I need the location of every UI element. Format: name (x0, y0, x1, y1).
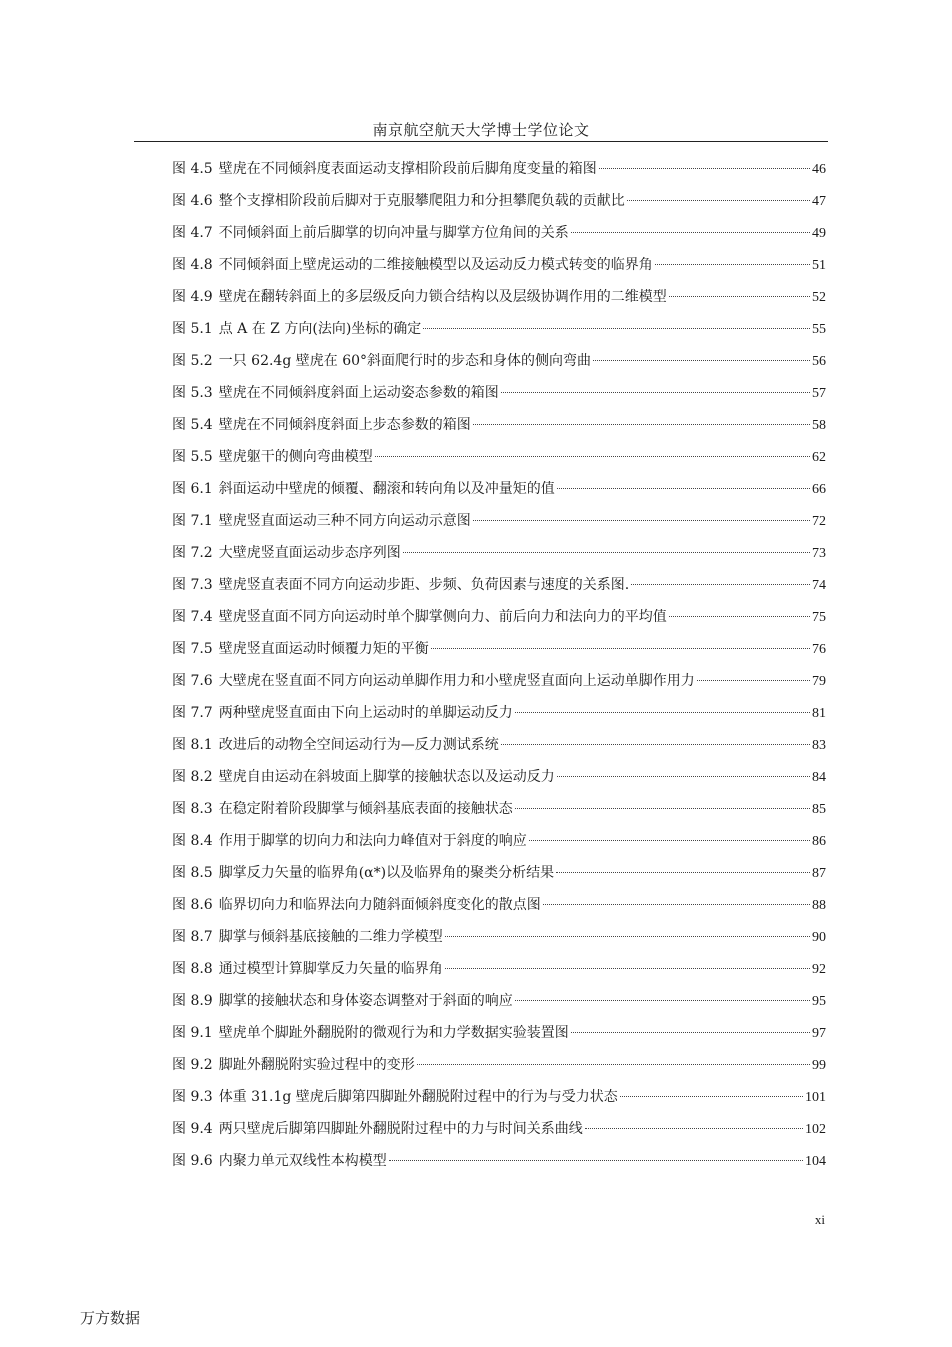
toc-entry[interactable] (172, 893, 826, 925)
dot-leader (585, 1128, 803, 1129)
page-reference: 62 (812, 450, 826, 465)
toc-entry[interactable] (172, 1149, 826, 1181)
figure-number: 图 8.8 (172, 961, 213, 977)
dot-leader (445, 936, 810, 937)
figure-title: 壁虎竖直面运动三种不同方向运动示意图 (218, 513, 471, 529)
figure-number: 图 4.7 (172, 225, 213, 241)
toc-entry[interactable] (172, 1021, 826, 1053)
figure-number: 图 8.4 (172, 833, 213, 849)
page-reference: 56 (812, 354, 826, 369)
dot-leader (501, 392, 810, 393)
toc-entry[interactable] (172, 637, 826, 669)
figure-number: 图 9.4 (172, 1121, 213, 1137)
toc-entry[interactable] (172, 989, 826, 1021)
dot-leader (515, 1000, 810, 1001)
page-reference: 75 (812, 610, 826, 625)
figure-number: 图 5.4 (172, 417, 213, 433)
toc-entry[interactable] (172, 605, 826, 637)
toc-entry[interactable] (172, 669, 826, 701)
toc-entry[interactable] (172, 925, 826, 957)
dot-leader (620, 1096, 803, 1097)
figure-number: 图 8.6 (172, 897, 213, 913)
figure-title: 壁虎在不同倾斜度表面运动支撑相阶段前后脚角度变量的箱图 (218, 161, 597, 177)
dot-leader (417, 1064, 810, 1065)
figure-title: 不同倾斜面上前后脚掌的切向冲量与脚掌方位角间的关系 (218, 225, 569, 241)
page-reference: 72 (812, 514, 826, 529)
page-reference: 55 (812, 322, 826, 337)
figure-number: 图 4.9 (172, 289, 213, 305)
toc-entry[interactable] (172, 701, 826, 733)
figure-title: 壁虎单个脚趾外翻脱附的微观行为和力学数据实验装置图 (218, 1025, 569, 1041)
figure-number: 图 9.6 (172, 1153, 213, 1169)
page-reference: 88 (812, 898, 826, 913)
toc-entry[interactable] (172, 317, 826, 349)
dot-leader (515, 808, 810, 809)
figure-number: 图 7.3 (172, 577, 213, 593)
figure-number: 图 7.2 (172, 545, 213, 561)
figure-title: 体重 31.1g 壁虎后脚第四脚趾外翻脱附过程中的行为与受力状态 (218, 1089, 618, 1105)
figure-title: 通过模型计算脚掌反力矢量的临界角 (218, 961, 443, 977)
figure-title: 在稳定附着阶段脚掌与倾斜基底表面的接触状态 (218, 801, 513, 817)
page-reference: 47 (812, 194, 826, 209)
page-reference: 99 (812, 1058, 826, 1073)
figure-title: 壁虎竖直表面不同方向运动步距、步频、负荷因素与速度的关系图. (218, 577, 630, 593)
figure-number: 图 8.2 (172, 769, 213, 785)
figure-number: 图 8.9 (172, 993, 213, 1009)
page-reference: 85 (812, 802, 826, 817)
dot-leader (627, 200, 810, 201)
dot-leader (697, 680, 810, 681)
toc-entry[interactable] (172, 1053, 826, 1085)
figure-title: 脚掌与倾斜基底接触的二维力学模型 (218, 929, 443, 945)
dot-leader (599, 168, 810, 169)
page-reference: 57 (812, 386, 826, 401)
figure-title: 壁虎竖直面运动时倾覆力矩的平衡 (218, 641, 429, 657)
toc-entry[interactable] (172, 285, 826, 317)
figure-title: 两种壁虎竖直面由下向上运动时的单脚运动反力 (218, 705, 513, 721)
page-reference: 101 (805, 1090, 826, 1105)
figure-number: 图 7.7 (172, 705, 213, 721)
figure-title: 点 A 在 Z 方向(法向)坐标的确定 (218, 321, 422, 337)
figure-number: 图 6.1 (172, 481, 213, 497)
page-reference: 97 (812, 1026, 826, 1041)
figure-title: 斜面运动中壁虎的倾覆、翻滚和转向角以及冲量矩的值 (218, 481, 555, 497)
dot-leader (515, 712, 810, 713)
figure-title: 壁虎在不同倾斜度斜面上步态参数的箱图 (218, 417, 471, 433)
toc-entry[interactable] (172, 829, 826, 861)
figure-title: 壁虎躯干的侧向弯曲模型 (218, 449, 373, 465)
toc-entry[interactable] (172, 157, 826, 189)
dot-leader (423, 328, 810, 329)
dot-leader (473, 520, 810, 521)
figure-title: 壁虎在不同倾斜度斜面上运动姿态参数的箱图 (218, 385, 499, 401)
toc-entry[interactable] (172, 189, 826, 221)
dot-leader (529, 840, 810, 841)
figure-number: 图 8.1 (172, 737, 213, 753)
page-reference: 66 (812, 482, 826, 497)
page-reference: 51 (812, 258, 826, 273)
figure-title: 大壁虎在竖直面不同方向运动单脚作用力和小壁虎竖直面向上运动单脚作用力 (218, 673, 695, 689)
page-reference: 90 (812, 930, 826, 945)
dot-leader (543, 904, 810, 905)
figure-title: 脚掌的接触状态和身体姿态调整对于斜面的响应 (218, 993, 513, 1009)
figure-number: 图 5.5 (172, 449, 213, 465)
figure-number: 图 5.2 (172, 353, 213, 369)
page-reference: 58 (812, 418, 826, 433)
page-reference: 73 (812, 546, 826, 561)
dot-leader (403, 552, 810, 553)
dot-leader (655, 264, 810, 265)
dot-leader (473, 424, 810, 425)
header-rule (134, 141, 828, 142)
toc-entry[interactable] (172, 221, 826, 253)
dot-leader (631, 584, 810, 585)
watermark-text: 万方数据 (80, 1309, 141, 1327)
page-reference: 87 (812, 866, 826, 881)
toc-entry[interactable] (172, 509, 826, 541)
figure-number: 图 4.6 (172, 193, 213, 209)
toc-entry[interactable] (172, 765, 826, 797)
toc-entry[interactable] (172, 573, 826, 605)
figure-title: 改进后的动物全空间运动行为—反力测试系统 (218, 737, 499, 753)
toc-entry[interactable] (172, 1085, 826, 1117)
page-reference: 76 (812, 642, 826, 657)
page-number: xi (814, 1212, 825, 1227)
dot-leader (445, 968, 810, 969)
page-reference: 104 (805, 1154, 826, 1169)
figure-number: 图 7.4 (172, 609, 213, 625)
toc-entry[interactable] (172, 861, 826, 893)
toc-entry[interactable] (172, 253, 826, 285)
figure-title: 整个支撑相阶段前后脚对于克服攀爬阻力和分担攀爬负载的贡献比 (218, 193, 625, 209)
dot-leader (571, 232, 810, 233)
dot-leader (389, 1160, 803, 1161)
dot-leader (557, 776, 810, 777)
toc-entry[interactable] (172, 1117, 826, 1149)
figure-title: 内聚力单元双线性本构模型 (218, 1153, 387, 1169)
figure-number: 图 8.3 (172, 801, 213, 817)
figure-title: 两只壁虎后脚第四脚趾外翻脱附过程中的力与时间关系曲线 (218, 1121, 583, 1137)
dot-leader (375, 456, 810, 457)
figure-title: 壁虎自由运动在斜坡面上脚掌的接触状态以及运动反力 (218, 769, 555, 785)
page-reference: 74 (812, 578, 826, 593)
dot-leader (431, 648, 810, 649)
figure-title: 脚趾外翻脱附实验过程中的变形 (218, 1057, 415, 1073)
figure-number: 图 8.5 (172, 865, 213, 881)
figure-title: 脚掌反力矢量的临界角(α*)以及临界角的聚类分析结果 (218, 865, 555, 881)
figure-number: 图 9.1 (172, 1025, 213, 1041)
dot-leader (556, 872, 810, 873)
page-reference: 49 (812, 226, 826, 241)
figure-title: 一只 62.4g 壁虎在 60°斜面爬行时的步态和身体的侧向弯曲 (218, 353, 592, 369)
figure-number: 图 8.7 (172, 929, 213, 945)
figure-number: 图 4.8 (172, 257, 213, 273)
page-reference: 102 (805, 1122, 826, 1137)
toc-entry[interactable] (172, 957, 826, 989)
list-of-figures (172, 157, 826, 1181)
page-reference: 46 (812, 162, 826, 177)
figure-title: 壁虎竖直面不同方向运动时单个脚掌侧向力、前后向力和法向力的平均值 (218, 609, 667, 625)
dot-leader (571, 1032, 810, 1033)
toc-entry[interactable] (172, 381, 826, 413)
page-reference: 92 (812, 962, 826, 977)
page-reference: 86 (812, 834, 826, 849)
figure-number: 图 5.1 (172, 321, 213, 337)
page-reference: 84 (812, 770, 826, 785)
page-header-title: 南京航空航天大学博士学位论文 (372, 121, 590, 139)
page-reference: 81 (812, 706, 826, 721)
toc-entry[interactable] (172, 733, 826, 765)
page-reference: 79 (812, 674, 826, 689)
figure-number: 图 9.3 (172, 1089, 213, 1105)
figure-number: 图 4.5 (172, 161, 213, 177)
dot-leader (557, 488, 810, 489)
page-reference: 95 (812, 994, 826, 1009)
figure-number: 图 9.2 (172, 1057, 213, 1073)
dot-leader (593, 360, 810, 361)
figure-title: 大壁虎竖直面运动步态序列图 (218, 545, 401, 561)
figure-title: 壁虎在翻转斜面上的多层级反向力锁合结构以及层级协调作用的二维模型 (218, 289, 667, 305)
toc-entry[interactable] (172, 349, 826, 381)
dot-leader (501, 744, 810, 745)
toc-entry[interactable] (172, 445, 826, 477)
figure-title: 临界切向力和临界法向力随斜面倾斜度变化的散点图 (218, 897, 541, 913)
toc-entry[interactable] (172, 797, 826, 829)
dot-leader (669, 616, 810, 617)
figure-title: 不同倾斜面上壁虎运动的二维接触模型以及运动反力模式转变的临界角 (218, 257, 653, 273)
toc-entry[interactable] (172, 413, 826, 445)
page-reference: 52 (812, 290, 826, 305)
toc-entry[interactable] (172, 541, 826, 573)
figure-title: 作用于脚掌的切向力和法向力峰值对于斜度的响应 (218, 833, 527, 849)
dot-leader (669, 296, 810, 297)
toc-entry[interactable] (172, 477, 826, 509)
page-reference: 83 (812, 738, 826, 753)
figure-number: 图 5.3 (172, 385, 213, 401)
figure-number: 图 7.1 (172, 513, 213, 529)
figure-number: 图 7.5 (172, 641, 213, 657)
figure-number: 图 7.6 (172, 673, 213, 689)
